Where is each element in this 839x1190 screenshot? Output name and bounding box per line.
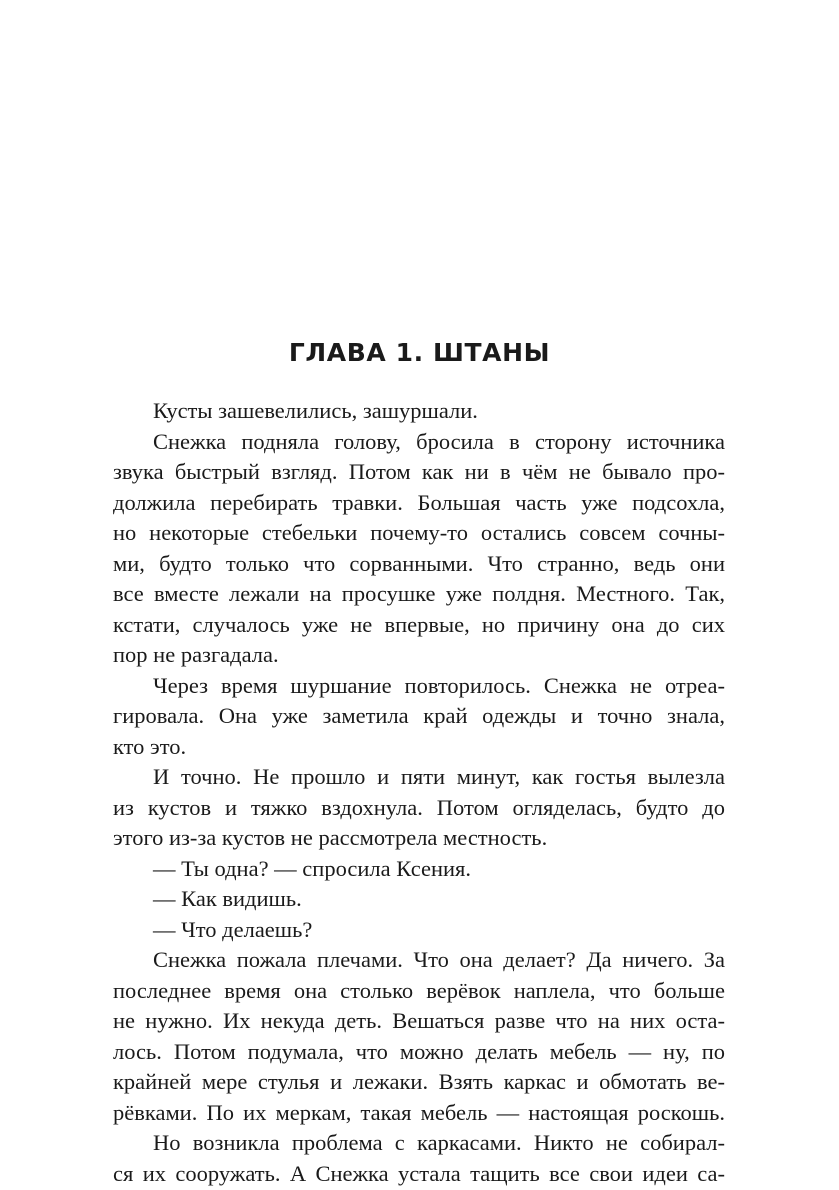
text-line: ми, будто только что сорванными. Что странно, ведь они: [113, 550, 725, 576]
text-line: Через время шуршание повторилось. Снежка не отреа-: [153, 672, 725, 698]
text-line: из кустов и тяжко вздохнула. Потом огляделась, будто до: [113, 794, 725, 820]
dialogue-line: — Ты одна? — спросила Ксения.: [153, 855, 472, 881]
text-line: Но возникла проблема с каркасами. Никто не собирал-: [153, 1130, 725, 1155]
text-line: не нужно. Их некуда деть. Вешаться разве что на них оста-: [113, 1008, 725, 1033]
text-line: кстати, случалось уже не впервые, но причину она до сих: [113, 611, 725, 637]
text-line: но некоторые стебельки почему-то остались совсем сочны-: [113, 520, 725, 545]
text-line: кто это.: [113, 733, 187, 759]
text-line: И точно. Не прошло и пяти минут, как гостья вылезла: [153, 764, 725, 789]
text-line: звука быстрый взгляд. Потом как ни в чём не бывало про-: [113, 459, 725, 484]
text-line: Снежка подняла голову, бросила в сторону источника: [153, 428, 725, 454]
text-line: пор не разгадала.: [113, 642, 279, 667]
text-line: Снежка пожала плечами. Что она делает? Да ничего. За: [153, 947, 725, 972]
chapter-body: [113, 396, 725, 1189]
text-line: гировала. Она уже заметила край одежды и точно знала,: [113, 703, 725, 728]
text-line: крайней мере стулья и лежаки. Взять каркас и обмотать ве-: [113, 1069, 725, 1094]
chapter-title: ГЛАВА 1. ШТАНЫ: [288, 338, 551, 367]
dialogue-line: — Как видишь.: [153, 886, 302, 911]
text-line: этого из-за кустов не рассмотрела местность.: [113, 825, 548, 850]
text-line: ся их сооружать. А Снежка устала тащить все свои идеи са-: [113, 1160, 725, 1186]
text-line: должила перебирать травки. Большая часть уже подсохла,: [113, 489, 725, 515]
dialogue-line: — Что делаешь?: [153, 916, 313, 942]
text-line: лось. Потом подумала, что можно делать мебель — ну, по: [113, 1038, 725, 1064]
text-line: рёвками. По их меркам, такая мебель — настоящая роскошь.: [113, 1099, 725, 1125]
text-line: все вместе лежали на просушке уже полдня. Местного. Так,: [113, 581, 725, 606]
text-line: последнее время она столько верёвок наплела, что больше: [113, 977, 725, 1003]
text-line: Кусты зашевелились, зашуршали.: [153, 398, 478, 423]
